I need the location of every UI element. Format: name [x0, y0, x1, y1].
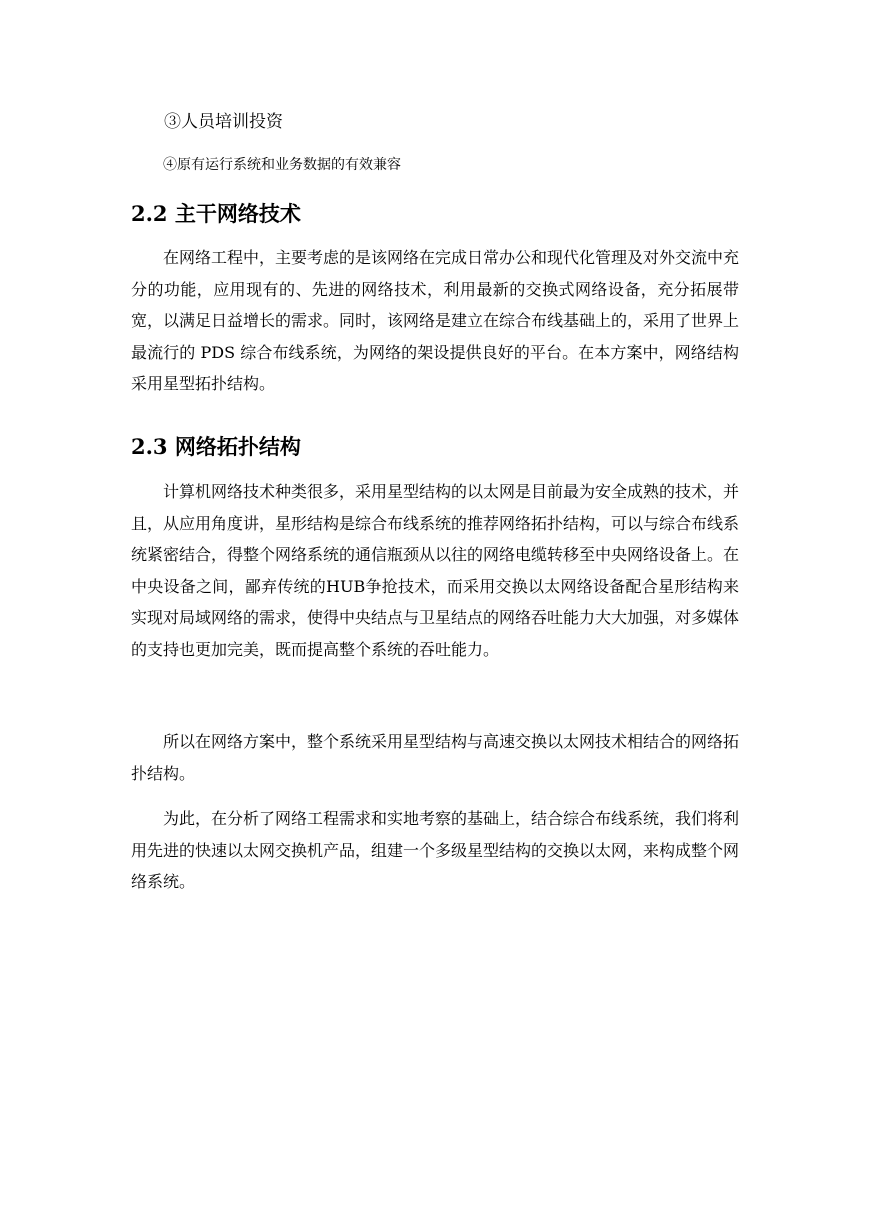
paragraph-topology-intro: 计算机网络技术种类很多，采用星型结构的以太网是目前最为安全成熟的技术，并且，从应用角度讲，星形结构是综合布线系统的推荐网络拓扑结构，可以与综合布线系统紧密结合，得整个网络系统的通信瓶颈从以往的网络电缆转移至中央网络设备上。在中央设备之间，鄙弃传统的HUB争抢技术，而采用交换以太网络设备配合星形结构来实现对局域网络的需求，使得中央结点与卫星结点的网络吞吐能力大大加强，对多媒体的支持也更加完美，既而提高整个系统的吞吐能力。: [131, 482, 740, 659]
section-heading-topology: 2.3 网络拓扑结构: [131, 434, 301, 459]
paragraph-topology-plan: 为此，在分析了网络工程需求和实地考察的基础上，结合综合布线系统，我们将利用先进的快速以太网交换机产品，组建一个多级星型结构的交换以太网，来构成整个网络系统。: [131, 809, 740, 892]
list-item-training-investment: ③人员培训投资: [164, 112, 283, 132]
paragraph-topology-choice: 所以在网络方案中，整个系统采用星型结构与高速交换以太网技术相结合的网络拓扑结构。: [131, 732, 740, 783]
list-item-system-compatibility: ④原有运行系统和业务数据的有效兼容: [163, 157, 401, 173]
section-heading-backbone: 2.2 主干网络技术: [131, 201, 301, 226]
paragraph-backbone: 在网络工程中，主要考虑的是该网络在完成日常办公和现代化管理及对外交流中充分的功能，应用现有的、先进的网络技术，利用最新的交换式网络设备，充分拓展带宽，以满足日益增长的需求。同时，该网络是建立在综合布线基础上的，采用了世界上最流行的 PDS 综合布线系统，为网络的架设提供良好的平台。在本方案中，网络结构采用星型拓扑结构。: [131, 248, 740, 394]
